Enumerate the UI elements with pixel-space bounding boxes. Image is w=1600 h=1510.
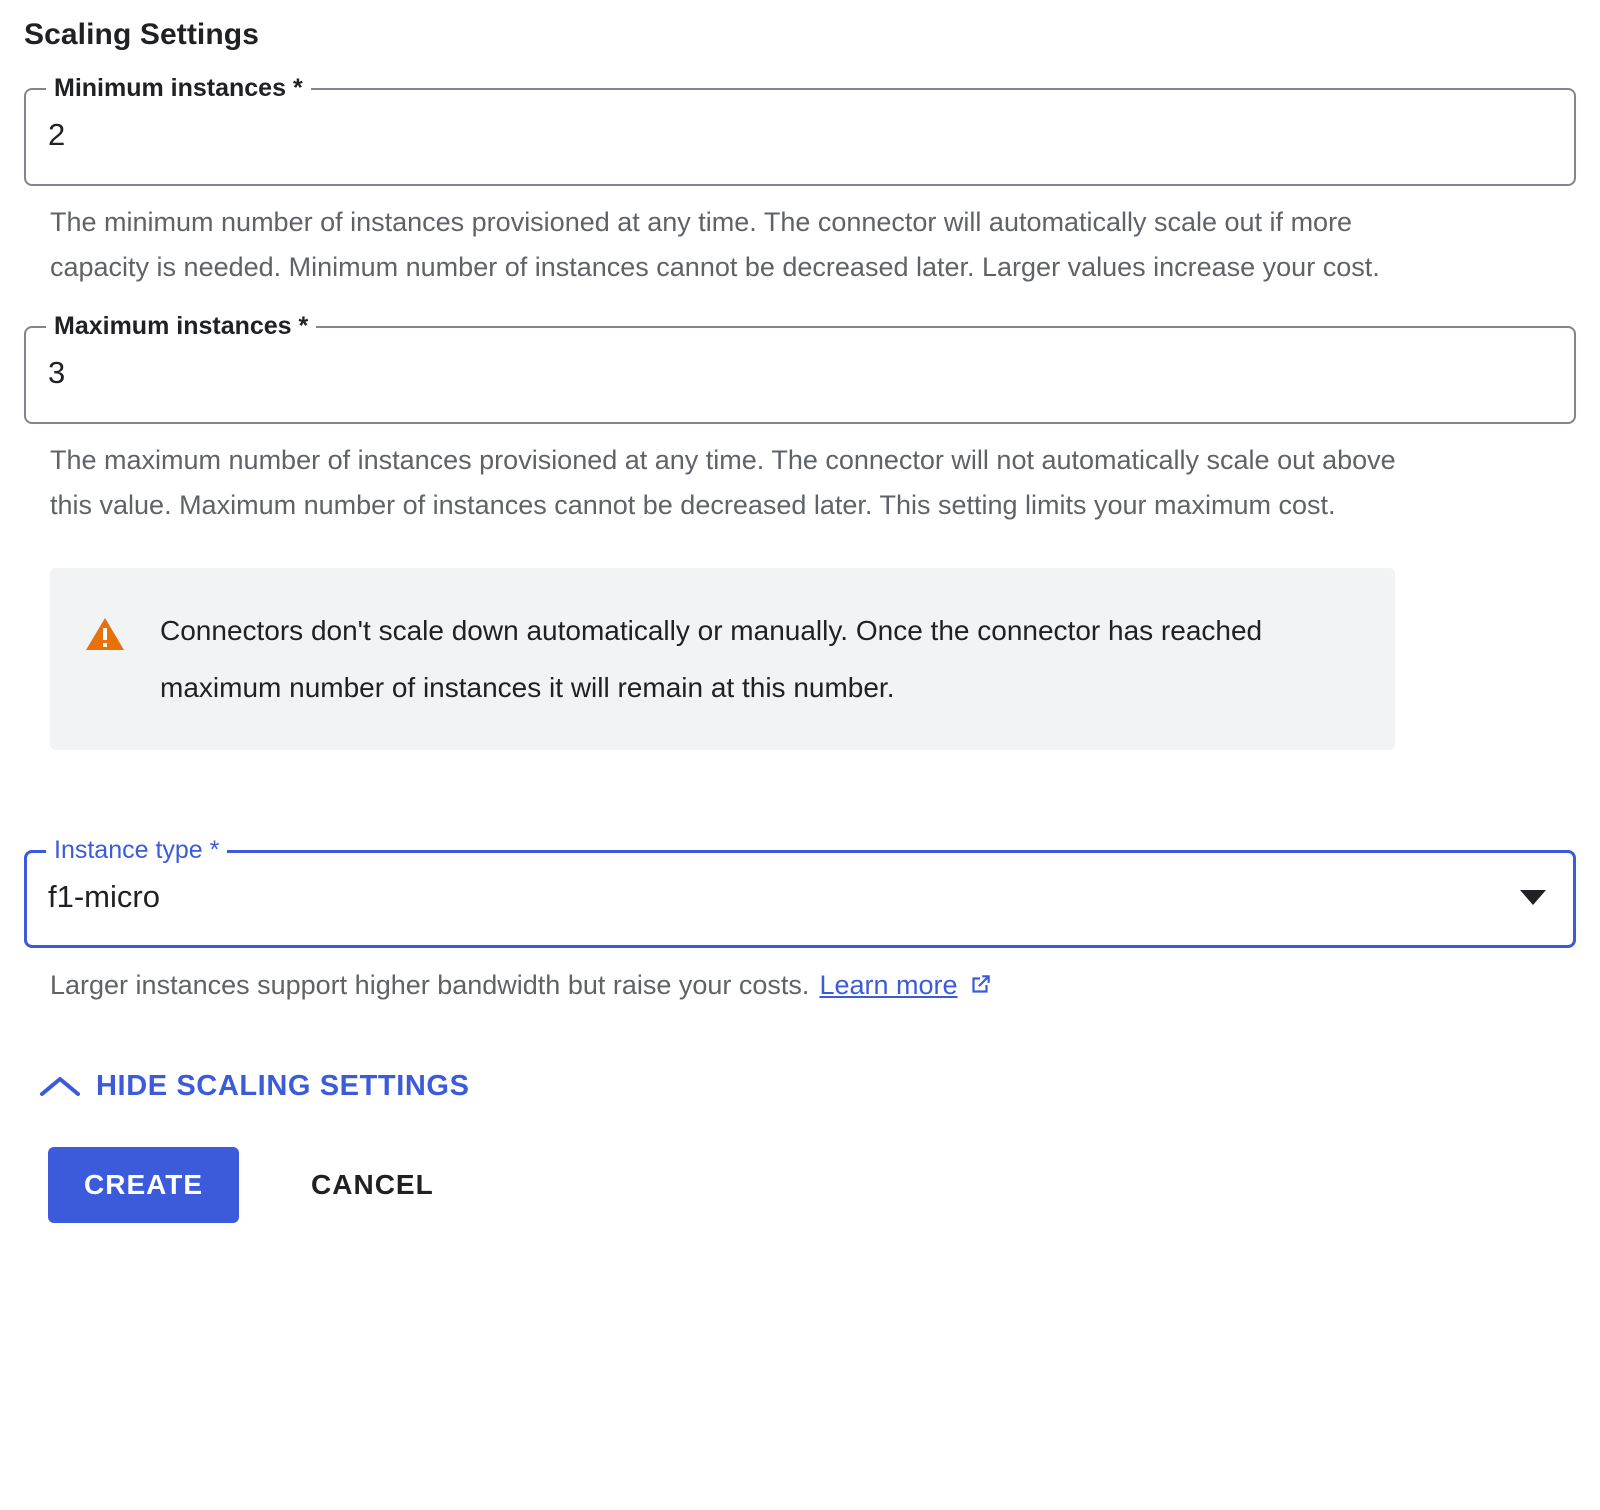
instance-type-helper: [50, 966, 1576, 1004]
hide-scaling-settings-toggle[interactable]: [34, 1070, 470, 1103]
create-button[interactable]: CREATE: [48, 1147, 239, 1223]
minimum-instances-helper: The minimum number of instances provisioned at any time. The connector will automatically scale out if more capacity is needed. Minimum number of instances cannot be decreased later. Larger values increase your cost.: [50, 207, 1380, 282]
instance-type-helper-text: Larger instances support higher bandwidth but raise your costs.: [50, 970, 810, 1000]
form-actions: [48, 1147, 1576, 1223]
instance-type-label: Instance type *: [46, 836, 227, 864]
scaling-settings-panel: [0, 10, 1600, 1510]
external-link-icon[interactable]: [967, 972, 993, 998]
instance-type-select[interactable]: [24, 836, 1576, 948]
chevron-up-icon: [34, 1074, 86, 1100]
maximum-instances-field[interactable]: [24, 312, 1576, 424]
page-title: Scaling Settings: [24, 18, 259, 51]
maximum-instances-value[interactable]: 3: [48, 355, 66, 390]
callout-text: Connectors don't scale down automatically or manually. Once the connector has reached maximum number of instances it will remain at this number.: [160, 615, 1263, 703]
maximum-instances-label: Maximum instances *: [46, 312, 316, 340]
chevron-down-icon[interactable]: [1520, 890, 1546, 905]
instance-type-value[interactable]: f1-micro: [48, 879, 160, 914]
cancel-button[interactable]: CANCEL: [281, 1147, 464, 1223]
warning-icon: [50, 602, 160, 652]
learn-more-link[interactable]: Learn more: [819, 970, 958, 1000]
maximum-instances-outline: [24, 326, 1576, 424]
instance-type-outline: [24, 850, 1576, 948]
minimum-instances-label: Minimum instances *: [46, 74, 311, 102]
minimum-instances-field[interactable]: [24, 74, 1576, 186]
minimum-instances-value[interactable]: 2: [48, 117, 66, 152]
minimum-instances-outline: [24, 88, 1576, 186]
scale-down-warning-callout: [50, 568, 1395, 750]
hide-scaling-settings-label: HIDE SCALING SETTINGS: [96, 1070, 470, 1102]
maximum-instances-helper: The maximum number of instances provisioned at any time. The connector will not automatically scale out above this value. Maximum number of instances cannot be decreased later. This setting limits your maximum cost.: [50, 445, 1396, 520]
